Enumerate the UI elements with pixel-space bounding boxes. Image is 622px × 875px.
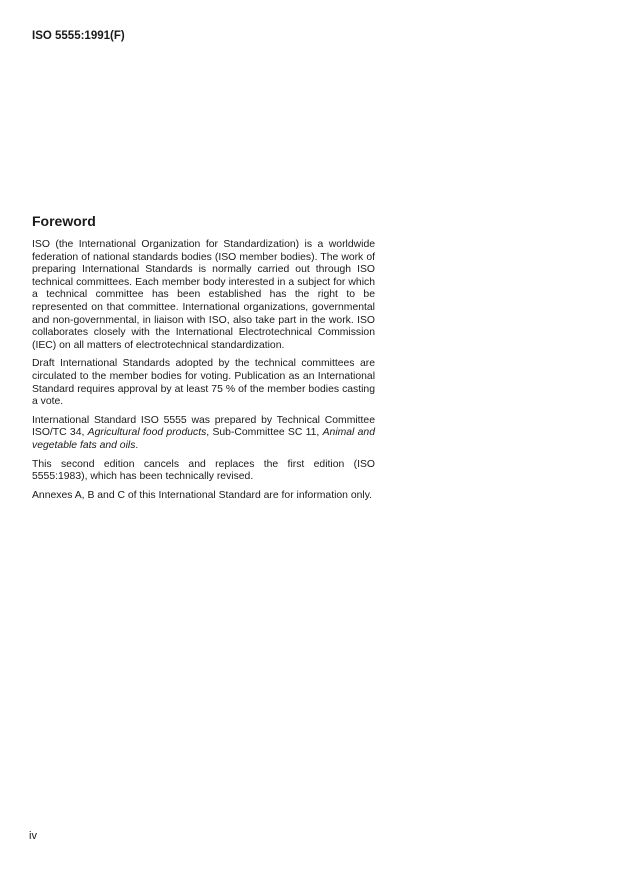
text: .	[135, 439, 139, 451]
section-title: Foreword	[32, 213, 96, 229]
page-number: iv	[29, 830, 37, 842]
paragraph-edition: This second edition cancels and replaces the first edition (ISO 5555:1983), which has been technically revised.	[32, 458, 375, 483]
paragraph-annexes: Annexes A, B and C of this International Standard are for information only.	[32, 489, 373, 501]
paragraph-draft-standards: Draft International Standards adopted by the technical committees are circulated to the member bodies for voting. Publication as an International Standard requires approval by at least 75 % of the member bodies casting a vote.	[32, 358, 375, 408]
text: International Standard ISO 5555 was prepared by Technical Committee ISO/TC 34,	[32, 414, 375, 439]
document-header: ISO 5555:1991(F)	[32, 30, 125, 42]
paragraph-prepared-by	[32, 415, 375, 453]
foreword-body	[32, 239, 375, 508]
committee-name: Agricultural food products	[87, 427, 207, 439]
paragraph-iso-intro: ISO (the International Organization for Standardization) is a worldwide federation of national standards bodies (ISO member bodies). The work of preparing International Standards is normally carried out through ISO technical committees. Each member body interested in a subject for which a technical committee has been established has the right to be represented on that committee. International organizations, governmental and non-governmental, in liaison with ISO, also take part in the work. ISO collaborates closely with the International Electrotechnical Commission (IEC) on all matters of electrotechnical standardization.	[32, 239, 375, 351]
text: , Sub-Committee SC 11,	[206, 427, 323, 439]
subcommittee-name: Animal and vegetable fats and oils	[32, 427, 375, 451]
